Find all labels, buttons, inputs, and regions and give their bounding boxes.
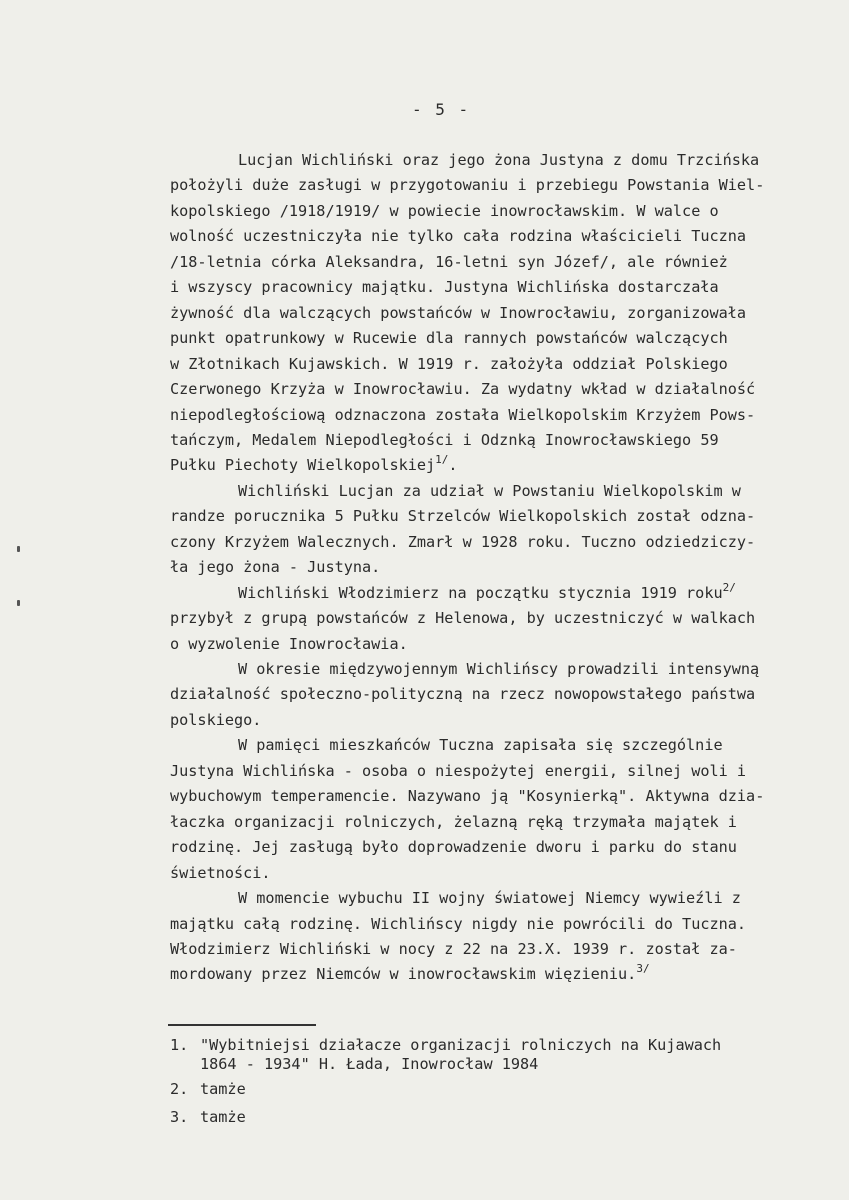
footnote-number: 2. [170, 1080, 189, 1098]
margin-punch-mark [17, 600, 20, 606]
text-line [170, 329, 728, 347]
text-line-content: mordowany przez Niemców w inowrocławskim więzieniu. [170, 965, 637, 984]
text-line [238, 482, 741, 500]
text-line-content: Włodzimierz Wichliński w nocy z 22 na 23.X. 1939 r. został za- [170, 939, 737, 958]
text-line [238, 580, 736, 602]
text-line-content: wybuchowym temperamencie. Nazywano ją "Kosynierką". Aktywna dzia- [170, 787, 765, 806]
footnote-number: 1. [170, 1036, 189, 1054]
footnote-reference: 1/ [435, 453, 449, 467]
text-line [170, 304, 746, 322]
text-line [170, 227, 746, 245]
text-line-content: przybył z grupą powstańców z Helenowa, by uczestniczyć w walkach [170, 609, 756, 628]
text-line [170, 940, 737, 958]
text-line [170, 253, 728, 271]
text-line-content: Justyna Wichlińska - osoba o niespożytej energii, silnej woli i [170, 761, 747, 780]
margin-punch-mark [17, 546, 20, 552]
text-line-content: działalność społeczno-polityczną na rzecz nowopowstałego państwa [170, 685, 756, 704]
footnote-reference: 2/ [722, 580, 736, 594]
text-line [170, 533, 755, 551]
text-line-content: polskiego. [170, 710, 262, 729]
text-line [170, 176, 764, 194]
text-line-content: W okresie międzywojennym Wichlińscy prowadzili intensywną [238, 660, 760, 678]
text-line [170, 787, 764, 805]
text-line-content: wolność uczestniczyła nie tylko cała rodzina właścicieli Tuczna [170, 227, 747, 246]
text-line [170, 202, 719, 220]
text-line-content: czony Krzyżem Walecznych. Zmarł w 1928 roku. Tuczno odziedziczy- [170, 532, 756, 551]
footnote-text: tamże [200, 1080, 246, 1098]
text-line [170, 453, 458, 475]
text-line [170, 915, 746, 933]
text-line-content: łaczka organizacji rolniczych, żelazną ręką trzymała majątek i [170, 812, 737, 831]
text-line [170, 711, 261, 729]
footnote-divider [168, 1024, 316, 1026]
text-line-content: Pułku Piechoty Wielkopolskiej [170, 456, 436, 475]
text-line-content: i wszyscy pracownicy majątku. Justyna Wichlińska dostarczała [170, 278, 719, 297]
text-line [238, 736, 723, 754]
text-line-content: Lucjan Wichliński oraz jego żona Justyna z domu Trzcińska [238, 151, 760, 169]
text-line-content: Wichliński Lucjan za udział w Powstaniu Wielkopolskim w [238, 481, 741, 500]
text-line [170, 838, 737, 856]
footnote-text: tamże [200, 1108, 246, 1126]
text-line [170, 278, 719, 296]
text-line-content: Czerwonego Krzyża w Inowrocławiu. Za wydatny wkład w działalność [170, 380, 756, 398]
text-line-content: majątku całą rodzinę. Wichlińscy nigdy nie powrócili do Tuczna. [170, 914, 747, 933]
text-line-content: żywność dla walczących powstańców w Inowrocławiu, zorganizowała [170, 303, 747, 322]
text-line-trailing: . [448, 456, 458, 475]
text-line [238, 151, 759, 169]
text-line [170, 558, 380, 576]
text-line [170, 355, 728, 373]
text-line-content: tańczym, Medalem Niepodległości i Odznką Inowrocławskiego 59 [170, 430, 719, 449]
text-line-content: punkt opatrunkowy w Rucewie dla rannych powstańców walczących [170, 329, 728, 348]
text-line-content: niepodległościową odznaczona została Wielkopolskim Krzyżem Pows- [170, 405, 756, 424]
text-line-content: położyli duże zasługi w przygotowaniu i przebiegu Powstania Wiel- [170, 176, 765, 195]
text-line-content: randze porucznika 5 Pułku Strzelców Wielkopolskich został odzna- [170, 507, 756, 526]
text-line [170, 431, 719, 449]
text-line-content: /18-letnia córka Aleksandra, 16-letni syn Józef/, ale również [170, 252, 728, 271]
text-line [170, 685, 755, 703]
footnote-number: 3. [170, 1108, 189, 1126]
text-line [238, 660, 759, 678]
text-line-content: W momencie wybuchu II wojny światowej Niemcy wywieźli z [238, 889, 741, 907]
text-line [238, 889, 741, 907]
footnote-reference: 3/ [636, 962, 650, 976]
text-line [170, 762, 746, 780]
text-line-content: W pamięci mieszkańców Tuczna zapisała się szczególnie [238, 736, 723, 755]
text-line [170, 864, 271, 882]
text-line-content: świetności. [170, 863, 271, 882]
text-line [170, 609, 755, 627]
text-line-content: w Złotnikach Kujawskich. W 1919 r. założyła oddział Polskiego [170, 354, 728, 373]
text-line [170, 635, 408, 653]
text-line [170, 962, 650, 984]
text-line-content: rodzinę. Jej zasługą było doprowadzenie dworu i parku do stanu [170, 838, 737, 857]
text-line-content: Wichliński Włodzimierz na początku stycznia 1919 roku [238, 583, 723, 602]
text-line-content: ła jego żona - Justyna. [170, 558, 381, 577]
text-line [170, 380, 755, 398]
footnote-text-continued: 1864 - 1934" H. Łada, Inowrocław 1984 [200, 1055, 539, 1073]
text-line [170, 813, 737, 831]
text-line-content: kopolskiego /1918/1919/ w powiecie inowrocławskim. W walce o [170, 201, 719, 220]
text-line [170, 507, 755, 525]
text-line-content: o wyzwolenie Inowrocławia. [170, 634, 408, 653]
footnote-text: "Wybitniejsi działacze organizacji rolniczych na Kujawach [200, 1036, 722, 1054]
page-number: - 5 - [412, 100, 471, 119]
text-line [170, 406, 755, 424]
